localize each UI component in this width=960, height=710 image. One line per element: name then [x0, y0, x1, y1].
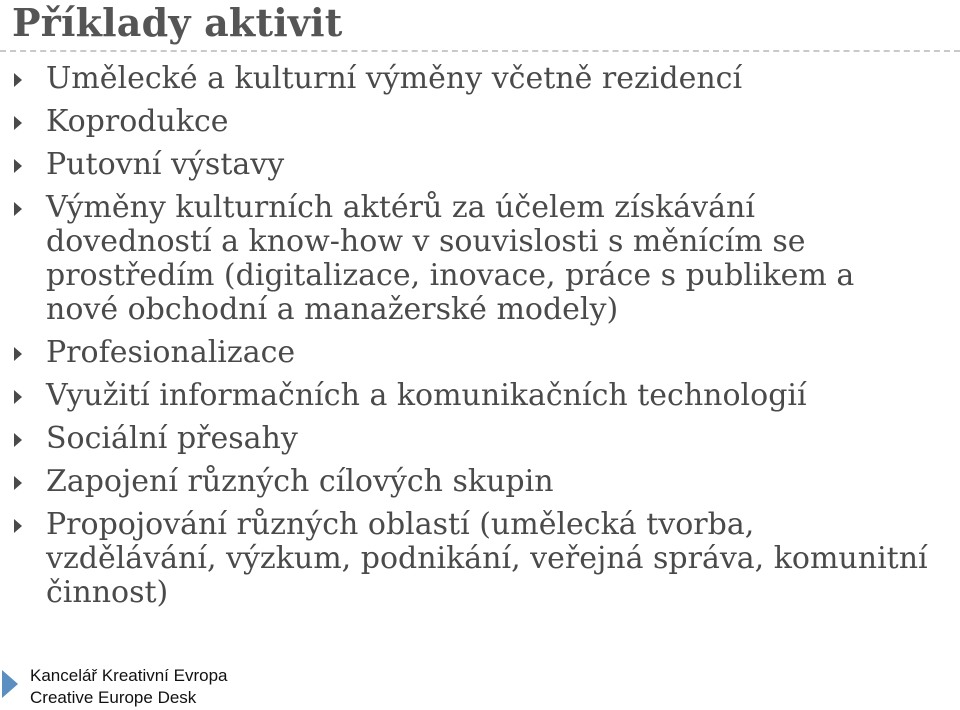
list-item — [0, 465, 960, 499]
list-item — [0, 422, 960, 456]
triangle-bullet-icon — [14, 519, 22, 533]
triangle-bullet-icon — [14, 476, 22, 490]
list-item-text: Putovní výstavy — [46, 147, 285, 182]
list-item — [0, 62, 960, 96]
list-item-text: Profesionalizace — [46, 335, 296, 370]
list-item — [0, 191, 960, 327]
footer-org-subtitle: Creative Europe Desk — [30, 688, 197, 707]
triangle-bullet-icon — [14, 73, 22, 87]
list-item — [0, 148, 960, 182]
list-item — [0, 105, 960, 139]
footer — [0, 664, 400, 710]
footer-org-name: Kancelář Kreativní Evropa — [30, 666, 228, 685]
list-item — [0, 508, 960, 610]
triangle-bullet-icon — [14, 347, 22, 361]
triangle-bullet-icon — [14, 390, 22, 404]
triangle-bullet-icon — [14, 202, 22, 216]
title-divider — [0, 50, 960, 52]
list-item-text: Využití informačních a komunikačních technologií — [46, 378, 807, 413]
triangle-bullet-icon — [14, 116, 22, 130]
bullet-list — [0, 62, 960, 619]
list-item — [0, 336, 960, 370]
list-item-text: Sociální přesahy — [46, 421, 298, 456]
list-item — [0, 379, 960, 413]
triangle-bullet-icon — [14, 159, 22, 173]
list-item-text: Propojování různých oblastí (umělecká tvorba, vzdělávání, výzkum, podnikání, veřejná správa, komunitní činnost) — [46, 507, 928, 610]
slide-title: Příklady aktivit — [12, 0, 343, 45]
triangle-bullet-icon — [14, 433, 22, 447]
list-item-text: Výměny kulturních aktérů za účelem získávání dovedností a know-how v souvislosti s měnícím se prostředím (digitalizace, inovace, práce s publikem a nové obchodní a manažerské modely) — [46, 190, 855, 327]
logo-triangle-icon — [2, 670, 18, 698]
list-item-text: Umělecké a kulturní výměny včetně rezidencí — [46, 61, 743, 96]
list-item-text: Zapojení různých cílových skupin — [46, 464, 554, 499]
list-item-text: Koprodukce — [46, 104, 229, 139]
